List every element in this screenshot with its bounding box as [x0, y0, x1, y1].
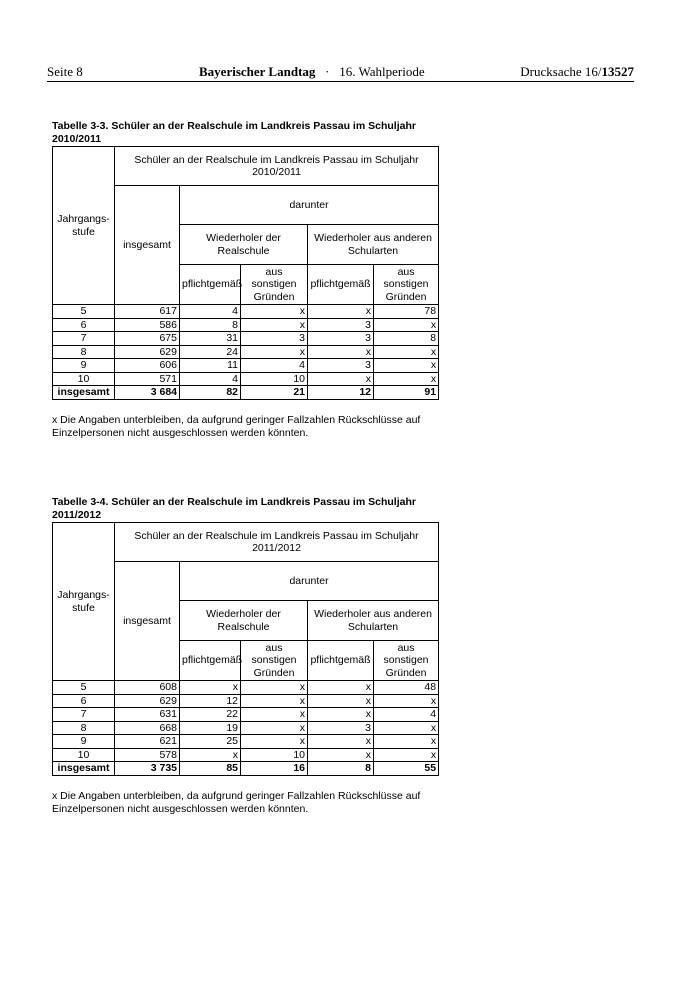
header-group: Schüler an der Realschule im Landkreis Passau im Schuljahr 2010/2011	[115, 147, 439, 186]
cell-value: 31	[180, 332, 241, 346]
row-stufe: 10	[53, 748, 115, 762]
total-label: insgesamt	[53, 386, 115, 400]
cell-value: x	[180, 748, 241, 762]
table-row	[53, 735, 439, 749]
header-separator: ·	[325, 64, 330, 79]
publisher-line	[199, 64, 425, 80]
table-title: Tabelle 3-4. Schüler an der Realschule im Landkreis Passau im Schuljahr 2011/2012	[52, 496, 416, 521]
cell-value: 3	[241, 332, 308, 346]
document-number	[520, 64, 634, 80]
cell-value: x	[308, 694, 374, 708]
header-wiederholer-andere: Wiederholer aus anderen Schularten	[308, 601, 439, 641]
header-stufe: Jahrgangs-stufe	[53, 147, 115, 305]
cell-value: x	[241, 721, 308, 735]
cell-value: x	[374, 372, 439, 386]
row-stufe: 9	[53, 735, 115, 749]
total-label: insgesamt	[53, 762, 115, 776]
cell-value: 606	[115, 359, 180, 373]
table-row	[53, 305, 439, 319]
cell-value: 24	[180, 345, 241, 359]
table-row	[53, 332, 439, 346]
cell-value: x	[374, 694, 439, 708]
total-row	[53, 762, 439, 776]
cell-value: x	[374, 721, 439, 735]
cell-value: 4	[180, 305, 241, 319]
header-wiederholer-realschule: Wiederholer der Realschule	[180, 601, 308, 641]
cell-value: 78	[374, 305, 439, 319]
cell-value: x	[374, 345, 439, 359]
cell-value: x	[241, 305, 308, 319]
cell-value: 11	[180, 359, 241, 373]
cell-value: 3	[308, 721, 374, 735]
cell-value: x	[374, 748, 439, 762]
header-wiederholer-andere: Wiederholer aus anderen Schularten	[308, 225, 439, 265]
data-table	[52, 146, 439, 400]
cell-value: 25	[180, 735, 241, 749]
cell-value: x	[308, 748, 374, 762]
footnote: x Die Angaben unterbleiben, da aufgrund geringer Fallzahlen Rückschlüsse auf Einzelpersonen nicht ausgeschlossen werden könnten.	[52, 413, 421, 439]
cell-value: 10	[241, 372, 308, 386]
cell-value: 629	[115, 345, 180, 359]
header-stufe: Jahrgangs-stufe	[53, 523, 115, 681]
total-value: 85	[180, 762, 241, 776]
cell-value: 8	[374, 332, 439, 346]
cell-value: 675	[115, 332, 180, 346]
header-pflichtgemaess: pflichtgemäß	[308, 265, 374, 305]
table-row	[53, 681, 439, 695]
cell-value: 19	[180, 721, 241, 735]
cell-value: 3	[308, 359, 374, 373]
cell-value: 10	[241, 748, 308, 762]
cell-value: 571	[115, 372, 180, 386]
total-value: 3 684	[115, 386, 180, 400]
cell-value: x	[241, 694, 308, 708]
cell-value: 621	[115, 735, 180, 749]
cell-value: x	[241, 681, 308, 695]
table-row	[53, 748, 439, 762]
row-stufe: 7	[53, 708, 115, 722]
total-value: 12	[308, 386, 374, 400]
row-stufe: 6	[53, 694, 115, 708]
table-row	[53, 721, 439, 735]
cell-value: x	[308, 708, 374, 722]
cell-value: 22	[180, 708, 241, 722]
total-value: 21	[241, 386, 308, 400]
cell-value: 608	[115, 681, 180, 695]
table-row	[53, 318, 439, 332]
table-block-2	[52, 496, 442, 816]
header-sonstige-gruende: aus sonstigen Gründen	[241, 265, 308, 305]
total-value: 8	[308, 762, 374, 776]
cell-value: x	[308, 735, 374, 749]
cell-value: x	[308, 305, 374, 319]
data-table	[52, 522, 439, 776]
header-pflichtgemaess: pflichtgemäß	[180, 641, 241, 681]
header-sonstige-gruende: aus sonstigen Gründen	[241, 641, 308, 681]
total-value: 91	[374, 386, 439, 400]
document-number-prefix: Drucksache 16/	[520, 64, 602, 79]
table-body	[53, 305, 439, 400]
header-pflichtgemaess: pflichtgemäß	[308, 641, 374, 681]
row-stufe: 8	[53, 345, 115, 359]
header-sonstige-gruende: aus sonstigen Gründen	[374, 265, 439, 305]
total-value: 82	[180, 386, 241, 400]
cell-value: x	[308, 681, 374, 695]
cell-value: 629	[115, 694, 180, 708]
cell-value: 48	[374, 681, 439, 695]
cell-value: 578	[115, 748, 180, 762]
cell-value: x	[374, 359, 439, 373]
cell-value: x	[374, 318, 439, 332]
cell-value: 4	[180, 372, 241, 386]
total-row	[53, 386, 439, 400]
cell-value: x	[308, 345, 374, 359]
page-number: Seite 8	[47, 64, 83, 79]
row-stufe: 10	[53, 372, 115, 386]
document-number-value: 13527	[601, 64, 634, 79]
cell-value: x	[241, 708, 308, 722]
row-stufe: 9	[53, 359, 115, 373]
cell-value: 8	[180, 318, 241, 332]
footnote: x Die Angaben unterbleiben, da aufgrund geringer Fallzahlen Rückschlüsse auf Einzelpersonen nicht ausgeschlossen werden könnten.	[52, 789, 421, 815]
publisher-name: Bayerischer Landtag	[199, 64, 316, 79]
table-body	[53, 681, 439, 776]
total-value: 55	[374, 762, 439, 776]
header-pflichtgemaess: pflichtgemäß	[180, 265, 241, 305]
row-stufe: 5	[53, 681, 115, 695]
total-value: 3 735	[115, 762, 180, 776]
cell-value: 4	[241, 359, 308, 373]
cell-value: 668	[115, 721, 180, 735]
total-value: 16	[241, 762, 308, 776]
cell-value: 586	[115, 318, 180, 332]
cell-value: 12	[180, 694, 241, 708]
cell-value: x	[374, 735, 439, 749]
cell-value: 4	[374, 708, 439, 722]
table-row	[53, 708, 439, 722]
table-row	[53, 345, 439, 359]
header-group: Schüler an der Realschule im Landkreis Passau im Schuljahr 2011/2012	[115, 523, 439, 562]
table-row	[53, 359, 439, 373]
cell-value: x	[241, 345, 308, 359]
row-stufe: 5	[53, 305, 115, 319]
header-wiederholer-realschule: Wiederholer der Realschule	[180, 225, 308, 265]
cell-value: x	[241, 735, 308, 749]
header-insgesamt: insgesamt	[115, 186, 180, 305]
cell-value: 3	[308, 332, 374, 346]
row-stufe: 7	[53, 332, 115, 346]
cell-value: 617	[115, 305, 180, 319]
header-darunter: darunter	[180, 562, 439, 601]
cell-value: x	[180, 681, 241, 695]
header-darunter: darunter	[180, 186, 439, 225]
row-stufe: 6	[53, 318, 115, 332]
header-insgesamt: insgesamt	[115, 562, 180, 681]
cell-value: x	[241, 318, 308, 332]
cell-value: x	[308, 372, 374, 386]
table-title: Tabelle 3-3. Schüler an der Realschule im Landkreis Passau im Schuljahr 2010/2011	[52, 120, 416, 145]
table-block-1	[52, 120, 442, 440]
table-row	[53, 372, 439, 386]
row-stufe: 8	[53, 721, 115, 735]
legislative-period: 16. Wahlperiode	[339, 64, 425, 79]
cell-value: 631	[115, 708, 180, 722]
header-sonstige-gruende: aus sonstigen Gründen	[374, 641, 439, 681]
page-header	[47, 63, 634, 82]
cell-value: 3	[308, 318, 374, 332]
table-row	[53, 694, 439, 708]
